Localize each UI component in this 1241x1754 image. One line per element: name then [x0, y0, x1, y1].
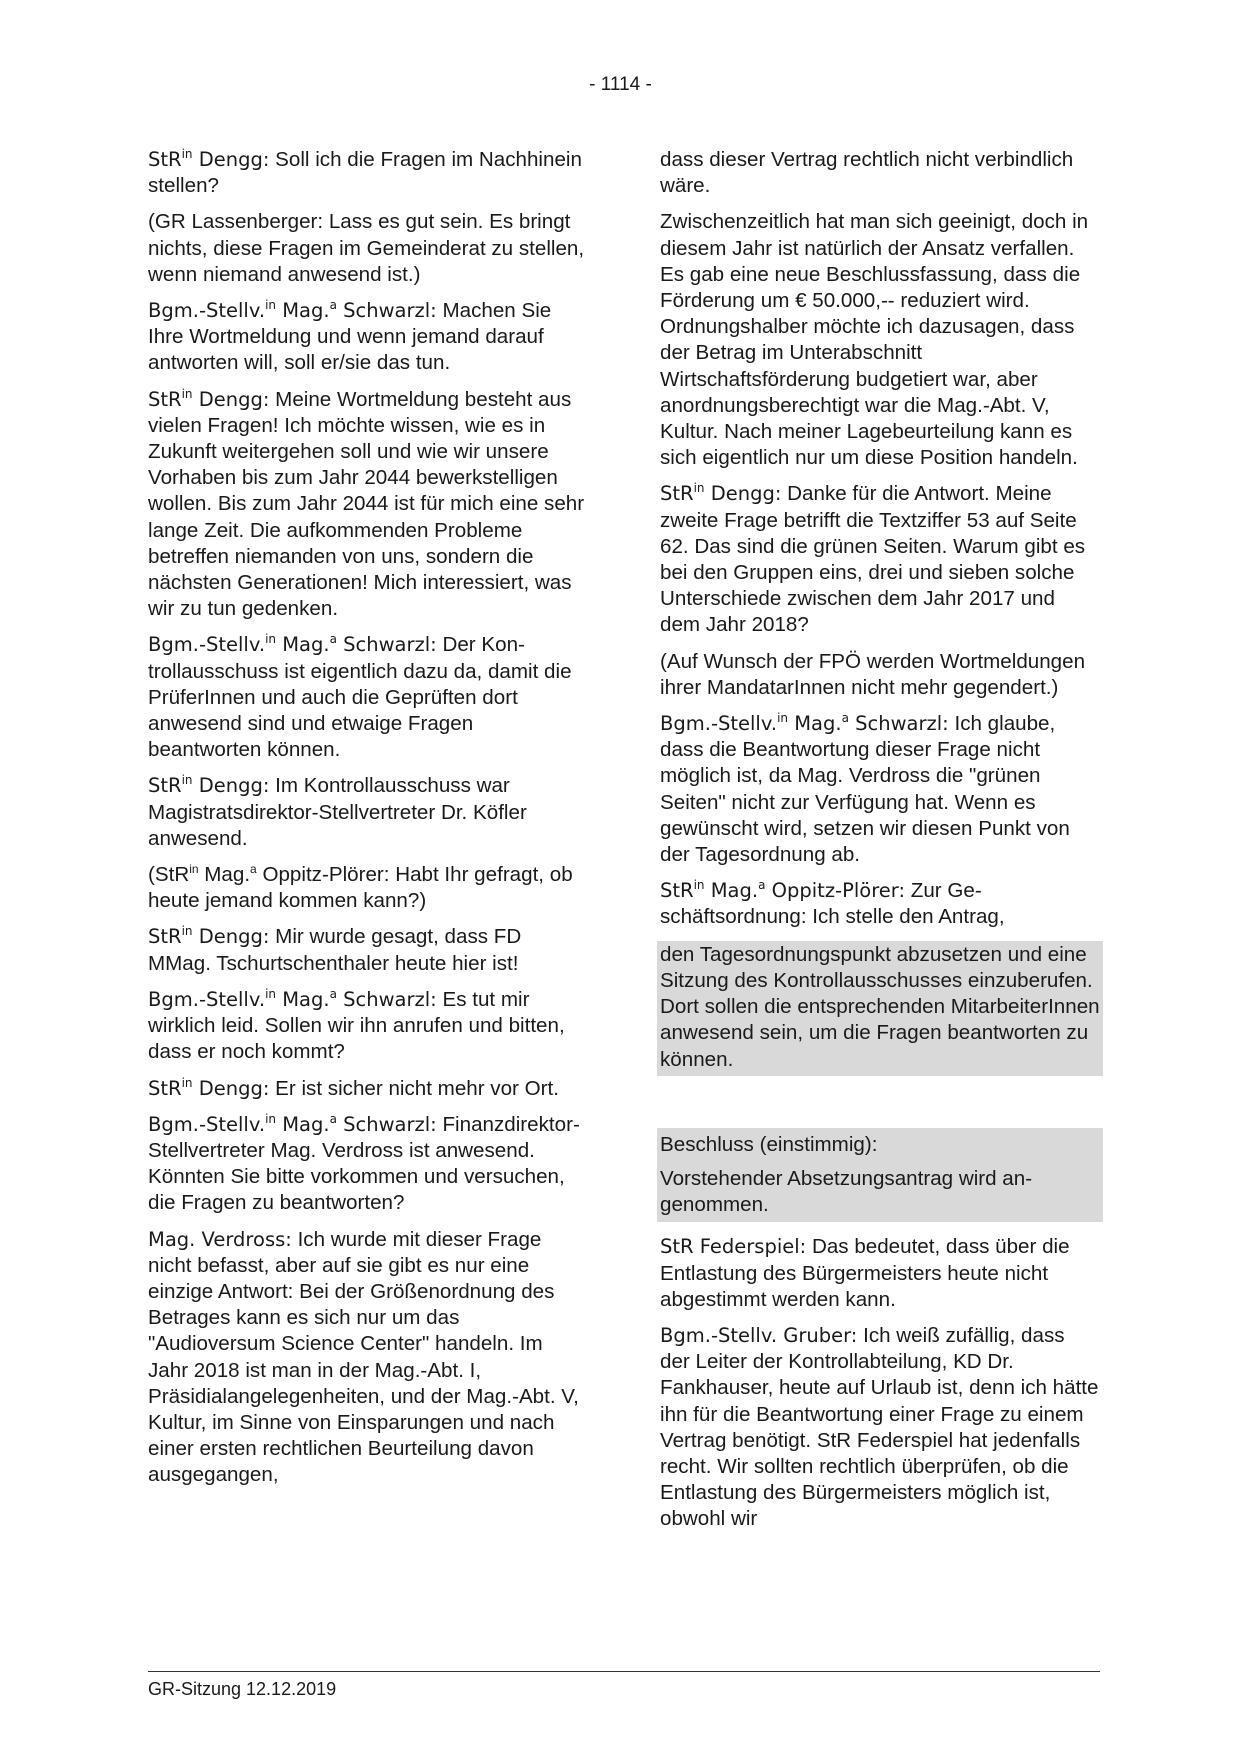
- speaker: Bgm.-Stellv.$^{in}$ Mag.$^a$ Schwarzl:: [148, 1111, 437, 1136]
- speaker: StR$^{in}$ Dengg:: [148, 773, 270, 798]
- paragraph-2: (GR Lassenberger: Lass es gut sein. Es bringt nichts, diese Fragen im Gemeinderat zu stellen, wenn niemand anwesend ist.): [148, 210, 585, 286]
- paragraph-5: Bgm.-Stellv.$^{in}$ Mag.$^a$ Schwarzl: Ich glaube, dass die Beantwortung dieser Frage nicht möglich ist, da Mag. Verdross die "grünen Seiten" nicht zur Verfügung hat. Wenn es gewünscht wird, setzen wir diesen Punkt von der Tagesordnung ab.: [660, 711, 1070, 867]
- speaker: StR$^{in}$ Dengg:: [148, 147, 270, 171]
- paragraph-4: (Auf Wunsch der FPÖ werden Wortmeldungen ihrer MandatarInnen nicht mehr gegendert.): [660, 649, 1086, 699]
- paragraph-10: StR$^{in}$ Dengg: Er ist sicher nicht mehr vor Ort.: [148, 1075, 559, 1100]
- paragraph-4: StR$^{in}$ Dengg: Meine Wortmeldung besteht aus vielen Fragen! Ich möchte wissen, wie es in Zukunft weitergehen soll und wie wir unsere Vorhaben bis zum Jahr 2044 bewerkstelligen wollen. Bis zum Jahr 2044 ist für mich eine sehr lange Zeit. Die aufkommenden Probleme betreffen niemanden von uns, sondern die nächsten Generationen! Mich interessiert, was wir zu tun gedenken.: [148, 386, 585, 621]
- speaker: Bgm.-Stellv.$^{in}$ Mag.$^a$ Schwarzl:: [148, 986, 437, 1011]
- paragraph-7: StR Federspiel: Das bedeutet, dass über die Entlastung des Bürgermeisters heute nicht abgestimmt werden kann.: [660, 1235, 1070, 1311]
- speaker: StR$^{in}$ Dengg:: [148, 386, 270, 411]
- paragraph-1: dass dieser Vertrag rechtlich nicht verbindlich wäre.: [660, 148, 1074, 198]
- paragraph-6: StR$^{in}$ Mag.$^a$ Oppitz-Plörer: Zur Geschäftsordnung: Ich stelle den Antrag,: [660, 878, 1005, 929]
- paragraph-11: Bgm.-Stellv.$^{in}$ Mag.$^a$ Schwarzl: Finanzdirektor-Stellvertreter Mag. Verdross ist anwesend. Könnten Sie bitte vorkommen und versuchen, die Fragen zu beantworten?: [148, 1111, 580, 1215]
- paragraph-7: (StR$^{in}$ Mag.$^a$ Oppitz-Plörer: Habt Ihr gefragt, ob heute jemand kommen kann?): [148, 862, 573, 913]
- left-column: [148, 147, 588, 1499]
- speaker: Bgm.-Stellv.$^{in}$ Mag.$^a$ Schwarzl:: [660, 711, 949, 736]
- speaker: Bgm.-Stellv.$^{in}$ Mag.$^a$ Schwarzl:: [148, 632, 437, 657]
- page-number: - 1114 -: [589, 74, 652, 95]
- paragraph-2: Zwischenzeitlich hat man sich geeinigt, doch in diesem Jahr ist natürlich der Ansatz verfallen. Es gab eine neue Beschlussfassung, dass die Förderung um € 50.000,-- reduziert wird. Ordnungshalber möchte ich dazusagen, dass der Betrag im Unterabschnitt Wirtschaftsförderung budgetiert war, aber anordnungsberechtigt war die Mag.-Abt. V, Kultur. Nach meiner Lagebeurteilung kann es sich eigentlich nur um diese Position handeln.: [660, 210, 1089, 470]
- footer: GR-Sitzung 12.12.2019: [148, 1679, 337, 1699]
- speaker: StR$^{in}$ Dengg:: [660, 481, 782, 506]
- paragraph-3: StR$^{in}$ Dengg: Danke für die Antwort. Meine zweite Frage betrifft die Textziffer 53 auf Seite 62. Das sind die grünen Seiten. Warum gibt es bei den Gruppen eins, drei und sieben solche Unterschiede zwischen dem Jahr 2017 und dem Jahr 2018?: [660, 481, 1086, 637]
- footer-divider: [148, 1671, 1100, 1672]
- motion-text: den Tagesordnungspunkt abzusetzen und eine Sitzung des Kontrollausschusses einzuberufen. Dort sollen die entsprechenden MitarbeiterInnen anwesend sein, um die Fragen beantworten zu können.: [660, 942, 1100, 1071]
- resolution-heading: Beschluss (einstimmig):: [660, 1132, 878, 1156]
- speaker: StR$^{in}$ Mag.$^a$ Oppitz-Plörer:: [660, 878, 906, 903]
- speaker: StR$^{in}$ Dengg:: [148, 1075, 270, 1100]
- paragraph-12: Mag. Verdross: Ich wurde mit dieser Frage nicht befasst, aber auf sie gibt es nur eine einzige Antwort: Bei der Größenordnung des Betrages kann es sich nur um das "Audioversum Science Center" handeln. Im Jahr 2018 ist man in der Mag.-Abt. I, Präsidialangelegenheiten, und der Mag.-Abt. V, Kultur, im Sinne von Einsparungen und nach einer ersten rechtlichen Beurteilung davon ausgegangen,: [148, 1227, 579, 1487]
- resolution-box: [657, 1128, 1103, 1223]
- resolution-text: Vorstehender Absetzungsantrag wird angenommen.: [660, 1166, 1033, 1217]
- paragraph-1: StR$^{in}$ Dengg: Soll ich die Fragen im Nachhinein stellen?: [148, 147, 582, 198]
- speaker: StR Federspiel:: [660, 1235, 807, 1259]
- paragraph-8: Bgm.-Stellv. Gruber: Ich weiß zufällig, dass der Leiter der Kontrollabteilung, KD Dr. Fankhauser, heute auf Urlaub ist, denn ich hätte ihn für die Beantwortung einer Frage zu einem Vertrag benötigt. StR Federspiel hat jedenfalls recht. Wir sollten rechtlich überprüfen, ob die Entlastung des Bürgermeisters möglich ist, obwohl wir: [660, 1323, 1099, 1531]
- paragraph-3: Bgm.-Stellv.$^{in}$ Mag.$^a$ Schwarzl: Machen Sie Ihre Wortmeldung und wenn jemand darauf antworten will, soll er/sie das tun.: [148, 298, 552, 375]
- speaker: Bgm.-Stellv. Gruber:: [660, 1323, 858, 1347]
- paragraph-8: StR$^{in}$ Dengg: Mir wurde gesagt, dass FD MMag. Tschurtschenthaler heute hier ist!: [148, 924, 522, 975]
- speaker: Mag. Verdross:: [148, 1227, 292, 1251]
- paragraph-6: StR$^{in}$ Dengg: Im Kontrollausschuss war Magistratsdirektor-Stellvertreter Dr. Köfler anwesend.: [148, 773, 527, 850]
- motion-box: [657, 941, 1103, 1076]
- paragraph-9: Bgm.-Stellv.$^{in}$ Mag.$^a$ Schwarzl: Es tut mir wirklich leid. Sollen wir ihn anrufen und bitten, dass er noch kommt?: [148, 986, 565, 1064]
- paragraph-5: Bgm.-Stellv.$^{in}$ Mag.$^a$ Schwarzl: Der Kontrollausschuss ist eigentlich dazu da, damit die PrüferInnen und auch die Geprüften dort anwesend sind und etwaige Fragen beantworten können.: [148, 632, 572, 762]
- speaker: Bgm.-Stellv.$^{in}$ Mag.$^a$ Schwarzl:: [148, 298, 437, 323]
- speaker: StR$^{in}$ Dengg:: [148, 924, 270, 949]
- right-column: [660, 147, 1100, 1543]
